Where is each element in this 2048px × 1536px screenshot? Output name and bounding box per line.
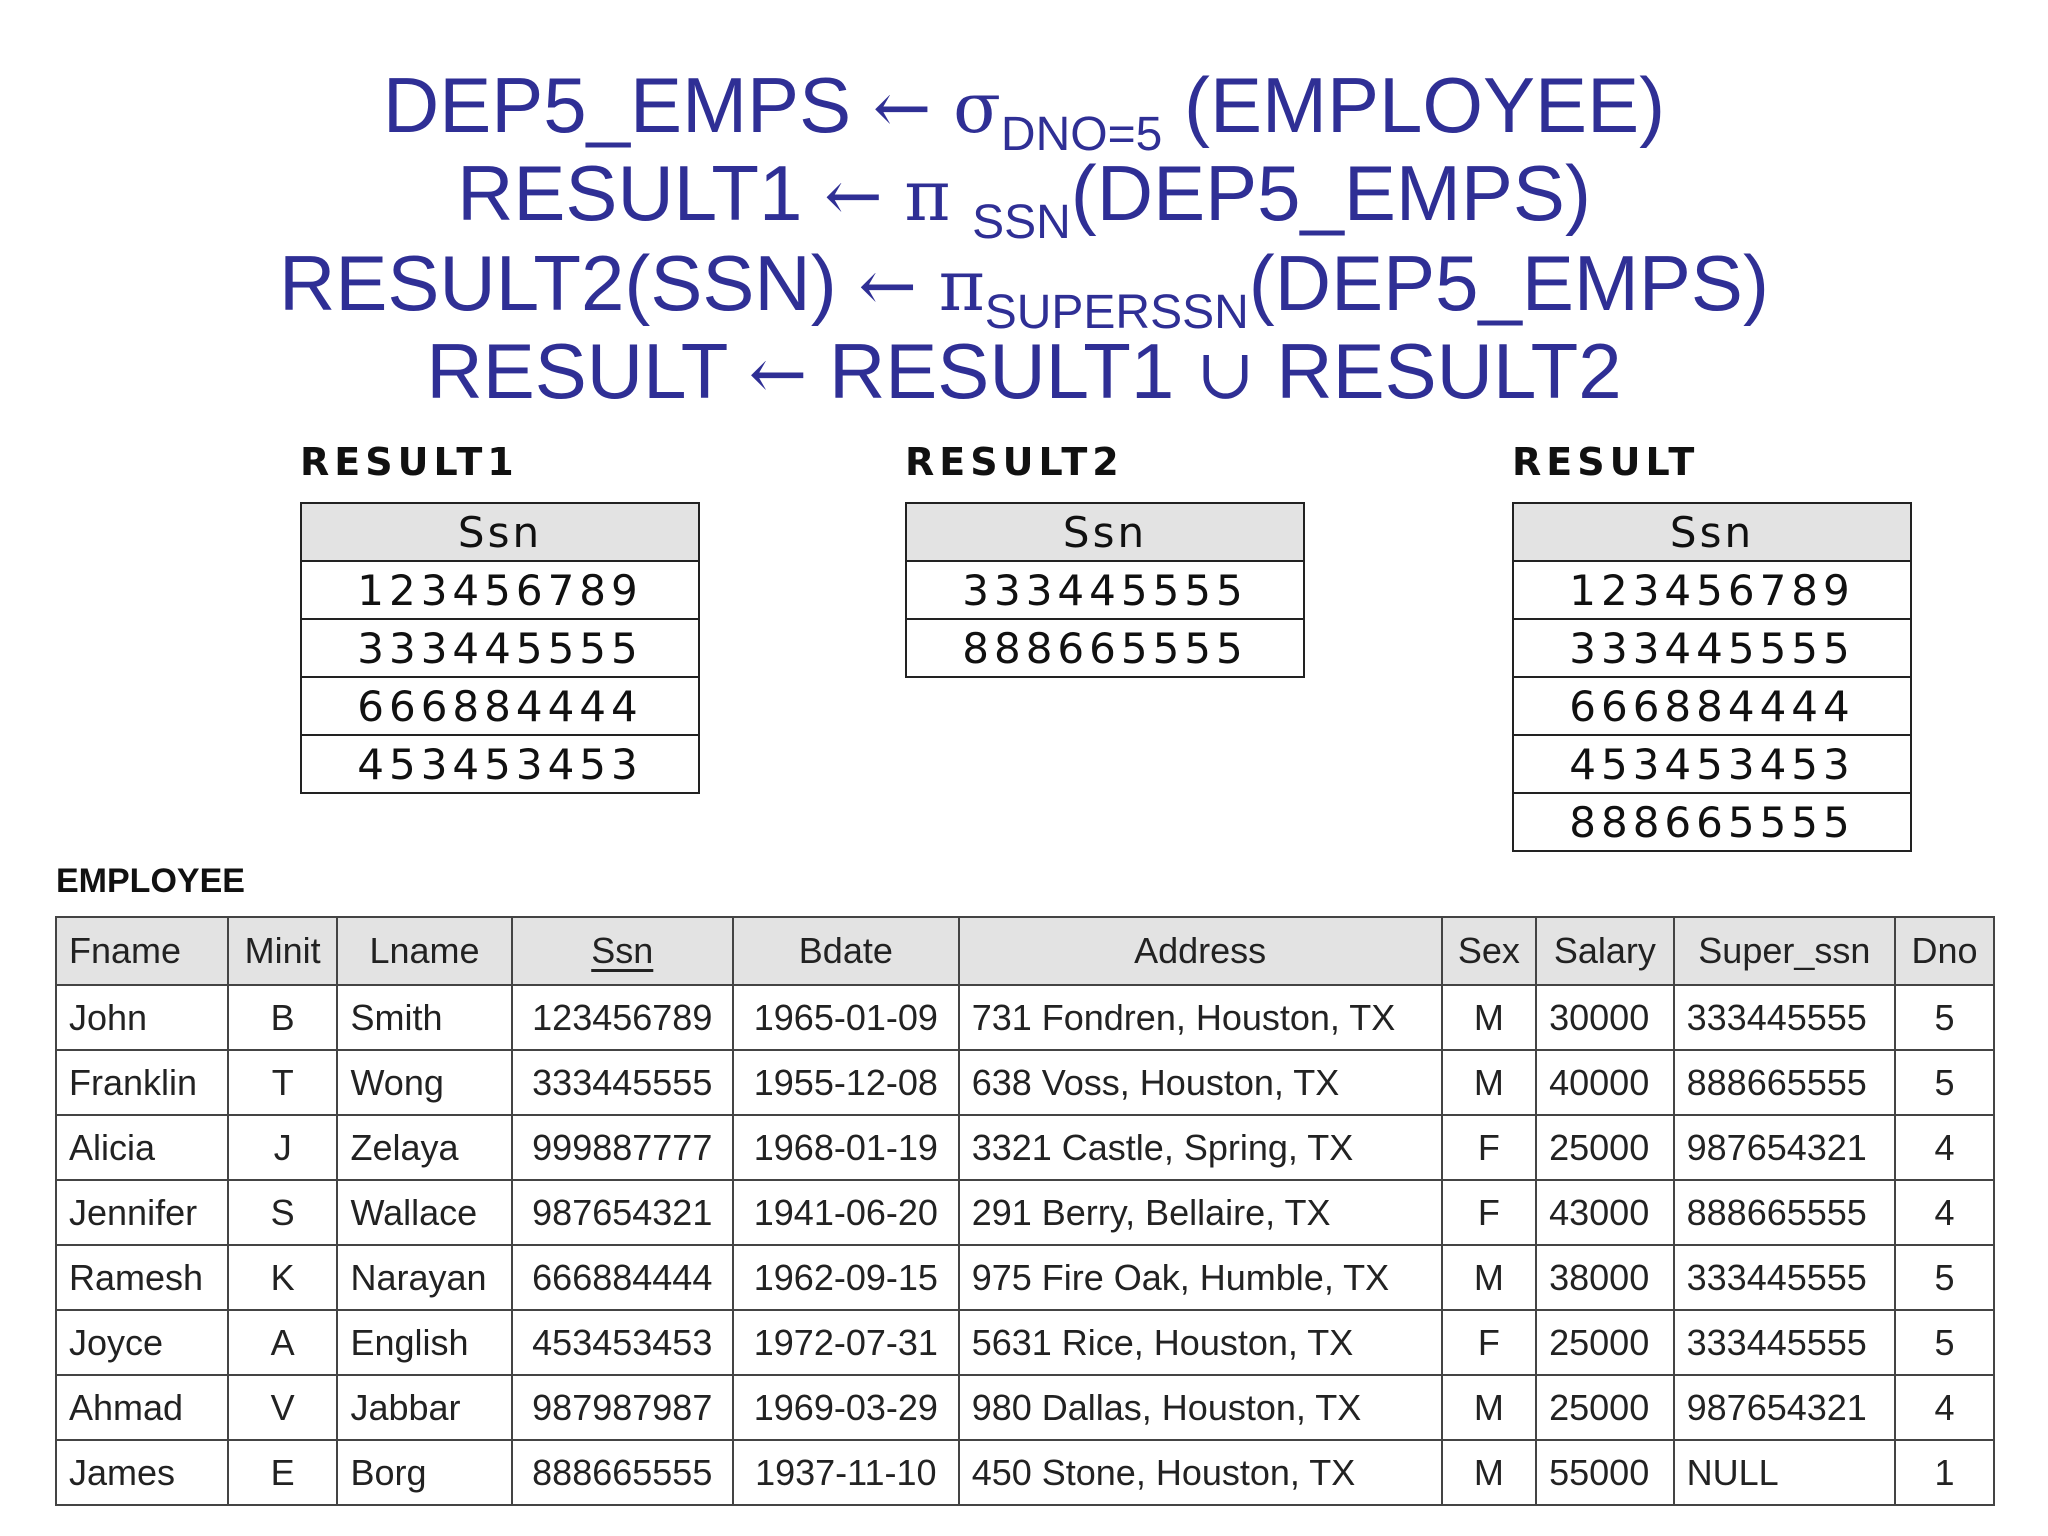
column-header-dno: Dno bbox=[1895, 917, 1994, 985]
lname-cell: Zelaya bbox=[337, 1115, 511, 1180]
formula-lhs: RESULT2(SSN) bbox=[279, 239, 837, 327]
header-row bbox=[56, 917, 1994, 985]
project-symbol: π bbox=[938, 245, 985, 327]
table-row bbox=[56, 1245, 1994, 1310]
lname-cell: Wallace bbox=[337, 1180, 511, 1245]
result2-title: RESULT2 bbox=[905, 440, 1124, 484]
sex-cell: M bbox=[1442, 1375, 1537, 1440]
minit-cell: T bbox=[228, 1050, 338, 1115]
dno-cell: 1 bbox=[1895, 1440, 1994, 1505]
ssn-key-label: Ssn bbox=[591, 930, 654, 971]
super-ssn-cell: 333445555 bbox=[1674, 985, 1895, 1050]
column-header: Ssn bbox=[1513, 503, 1911, 561]
project-attribute: SUPERSSN bbox=[984, 286, 1249, 339]
minit-cell: K bbox=[228, 1245, 338, 1310]
column-header: Ssn bbox=[301, 503, 699, 561]
arrow-symbol: ← bbox=[824, 155, 883, 237]
table-row bbox=[56, 1440, 1994, 1505]
sex-cell: M bbox=[1442, 1245, 1537, 1310]
minit-cell: J bbox=[228, 1115, 338, 1180]
union-left-operand: RESULT1 bbox=[828, 327, 1175, 415]
union-right-operand: RESULT2 bbox=[1276, 327, 1622, 415]
salary-cell: 25000 bbox=[1536, 1310, 1674, 1375]
column-header-ssn bbox=[512, 917, 733, 985]
lname-cell: English bbox=[337, 1310, 511, 1375]
bdate-cell: 1955-12-08 bbox=[733, 1050, 959, 1115]
table-row bbox=[1513, 619, 1911, 677]
salary-cell: 30000 bbox=[1536, 985, 1674, 1050]
super-ssn-cell: 333445555 bbox=[1674, 1310, 1895, 1375]
sex-cell: F bbox=[1442, 1180, 1537, 1245]
super-ssn-cell: 987654321 bbox=[1674, 1375, 1895, 1440]
formula-rhs: (EMPLOYEE) bbox=[1183, 61, 1666, 149]
column-header-super-ssn: Super_ssn bbox=[1674, 917, 1895, 985]
table-row bbox=[1513, 793, 1911, 851]
salary-cell: 25000 bbox=[1536, 1375, 1674, 1440]
address-cell: 291 Berry, Bellaire, TX bbox=[959, 1180, 1442, 1245]
super-ssn-cell: 888665555 bbox=[1674, 1180, 1895, 1245]
arrow-symbol: ← bbox=[748, 333, 808, 415]
sex-cell: F bbox=[1442, 1310, 1537, 1375]
ssn-cell: 333445555 bbox=[301, 619, 699, 677]
address-cell: 975 Fire Oak, Humble, TX bbox=[959, 1245, 1442, 1310]
employee-title: EMPLOYEE bbox=[56, 862, 245, 900]
dno-cell: 5 bbox=[1895, 1310, 1994, 1375]
dno-cell: 4 bbox=[1895, 1115, 1994, 1180]
ssn-cell: 888665555 bbox=[906, 619, 1304, 677]
table-row bbox=[56, 1310, 1994, 1375]
result-table bbox=[1512, 502, 1912, 852]
bdate-cell: 1972-07-31 bbox=[733, 1310, 959, 1375]
table-row bbox=[56, 1050, 1994, 1115]
formula-union-result bbox=[0, 326, 2048, 419]
formula-lhs: RESULT1 bbox=[457, 149, 803, 237]
sex-cell: F bbox=[1442, 1115, 1537, 1180]
ssn-cell: 453453453 bbox=[301, 735, 699, 793]
minit-cell: V bbox=[228, 1375, 338, 1440]
column-header-lname: Lname bbox=[337, 917, 511, 985]
bdate-cell: 1941-06-20 bbox=[733, 1180, 959, 1245]
dno-cell: 5 bbox=[1895, 1050, 1994, 1115]
salary-cell: 43000 bbox=[1536, 1180, 1674, 1245]
formula-rhs: (DEP5_EMPS) bbox=[1070, 149, 1591, 237]
super-ssn-cell: NULL bbox=[1674, 1440, 1895, 1505]
formula-project-result1 bbox=[0, 148, 2048, 249]
select-condition: DNO=5 bbox=[1000, 108, 1163, 161]
employee-table bbox=[55, 916, 1995, 1506]
bdate-cell: 1968-01-19 bbox=[733, 1115, 959, 1180]
arrow-symbol: ← bbox=[858, 245, 918, 327]
table-row bbox=[301, 735, 699, 793]
column-header: Ssn bbox=[906, 503, 1304, 561]
lname-cell: Smith bbox=[337, 985, 511, 1050]
lname-cell: Narayan bbox=[337, 1245, 511, 1310]
table-row bbox=[56, 1180, 1994, 1245]
column-header-bdate: Bdate bbox=[733, 917, 959, 985]
minit-cell: A bbox=[228, 1310, 338, 1375]
ssn-cell: 987654321 bbox=[512, 1180, 733, 1245]
ssn-cell: 333445555 bbox=[1513, 619, 1911, 677]
table-row bbox=[301, 619, 699, 677]
result2-table bbox=[905, 502, 1305, 678]
union-symbol: ∪ bbox=[1195, 333, 1255, 415]
dno-cell: 4 bbox=[1895, 1180, 1994, 1245]
table-row bbox=[301, 677, 699, 735]
fname-cell: John bbox=[56, 985, 228, 1050]
result-title: RESULT bbox=[1512, 440, 1700, 484]
result1-table bbox=[300, 502, 700, 794]
project-symbol: π bbox=[904, 155, 951, 237]
table-row bbox=[1513, 735, 1911, 793]
bdate-cell: 1969-03-29 bbox=[733, 1375, 959, 1440]
fname-cell: Ahmad bbox=[56, 1375, 228, 1440]
super-ssn-cell: 333445555 bbox=[1674, 1245, 1895, 1310]
address-cell: 980 Dallas, Houston, TX bbox=[959, 1375, 1442, 1440]
super-ssn-cell: 987654321 bbox=[1674, 1115, 1895, 1180]
bdate-cell: 1962-09-15 bbox=[733, 1245, 959, 1310]
salary-cell: 40000 bbox=[1536, 1050, 1674, 1115]
result1-title: RESULT1 bbox=[300, 440, 519, 484]
minit-cell: E bbox=[228, 1440, 338, 1505]
minit-cell: S bbox=[228, 1180, 338, 1245]
lname-cell: Borg bbox=[337, 1440, 511, 1505]
bdate-cell: 1937-11-10 bbox=[733, 1440, 959, 1505]
table-row bbox=[56, 1115, 1994, 1180]
address-cell: 638 Voss, Houston, TX bbox=[959, 1050, 1442, 1115]
fname-cell: James bbox=[56, 1440, 228, 1505]
ssn-cell: 666884444 bbox=[512, 1245, 733, 1310]
address-cell: 450 Stone, Houston, TX bbox=[959, 1440, 1442, 1505]
formula-lhs: RESULT bbox=[426, 327, 727, 415]
formula-rhs: (DEP5_EMPS) bbox=[1248, 239, 1769, 327]
ssn-cell: 123456789 bbox=[512, 985, 733, 1050]
column-header-address: Address bbox=[959, 917, 1442, 985]
column-header-fname: Fname bbox=[56, 917, 228, 985]
fname-cell: Alicia bbox=[56, 1115, 228, 1180]
table-row bbox=[906, 561, 1304, 619]
select-symbol: σ bbox=[953, 67, 1001, 149]
ssn-cell: 888665555 bbox=[512, 1440, 733, 1505]
ssn-cell: 888665555 bbox=[1513, 793, 1911, 851]
salary-cell: 38000 bbox=[1536, 1245, 1674, 1310]
dno-cell: 5 bbox=[1895, 1245, 1994, 1310]
sex-cell: M bbox=[1442, 1050, 1537, 1115]
super-ssn-cell: 888665555 bbox=[1674, 1050, 1895, 1115]
column-header-sex: Sex bbox=[1442, 917, 1537, 985]
address-cell: 731 Fondren, Houston, TX bbox=[959, 985, 1442, 1050]
fname-cell: Jennifer bbox=[56, 1180, 228, 1245]
ssn-cell: 666884444 bbox=[1513, 677, 1911, 735]
dno-cell: 4 bbox=[1895, 1375, 1994, 1440]
ssn-cell: 999887777 bbox=[512, 1115, 733, 1180]
minit-cell: B bbox=[228, 985, 338, 1050]
formula-project-result2 bbox=[0, 238, 2048, 339]
fname-cell: Ramesh bbox=[56, 1245, 228, 1310]
dno-cell: 5 bbox=[1895, 985, 1994, 1050]
bdate-cell: 1965-01-09 bbox=[733, 985, 959, 1050]
fname-cell: Franklin bbox=[56, 1050, 228, 1115]
ssn-cell: 333445555 bbox=[906, 561, 1304, 619]
salary-cell: 25000 bbox=[1536, 1115, 1674, 1180]
ssn-cell: 987987987 bbox=[512, 1375, 733, 1440]
formula-select-dep5 bbox=[0, 60, 2048, 161]
salary-cell: 55000 bbox=[1536, 1440, 1674, 1505]
ssn-cell: 333445555 bbox=[512, 1050, 733, 1115]
ssn-cell: 123456789 bbox=[1513, 561, 1911, 619]
ssn-cell: 453453453 bbox=[1513, 735, 1911, 793]
table-row bbox=[56, 985, 1994, 1050]
ssn-cell: 453453453 bbox=[512, 1310, 733, 1375]
table-row bbox=[1513, 561, 1911, 619]
address-cell: 5631 Rice, Houston, TX bbox=[959, 1310, 1442, 1375]
lname-cell: Wong bbox=[337, 1050, 511, 1115]
table-row bbox=[906, 619, 1304, 677]
table-row bbox=[56, 1375, 1994, 1440]
project-attribute: SSN bbox=[972, 196, 1071, 249]
address-cell: 3321 Castle, Spring, TX bbox=[959, 1115, 1442, 1180]
sex-cell: M bbox=[1442, 985, 1537, 1050]
arrow-symbol: ← bbox=[872, 67, 932, 149]
column-header-minit: Minit bbox=[228, 917, 338, 985]
ssn-cell: 666884444 bbox=[301, 677, 699, 735]
table-row bbox=[301, 561, 699, 619]
sex-cell: M bbox=[1442, 1440, 1537, 1505]
ssn-cell: 123456789 bbox=[301, 561, 699, 619]
table-row bbox=[1513, 677, 1911, 735]
lname-cell: Jabbar bbox=[337, 1375, 511, 1440]
column-header-salary: Salary bbox=[1536, 917, 1674, 985]
fname-cell: Joyce bbox=[56, 1310, 228, 1375]
formula-lhs: DEP5_EMPS bbox=[382, 61, 852, 149]
